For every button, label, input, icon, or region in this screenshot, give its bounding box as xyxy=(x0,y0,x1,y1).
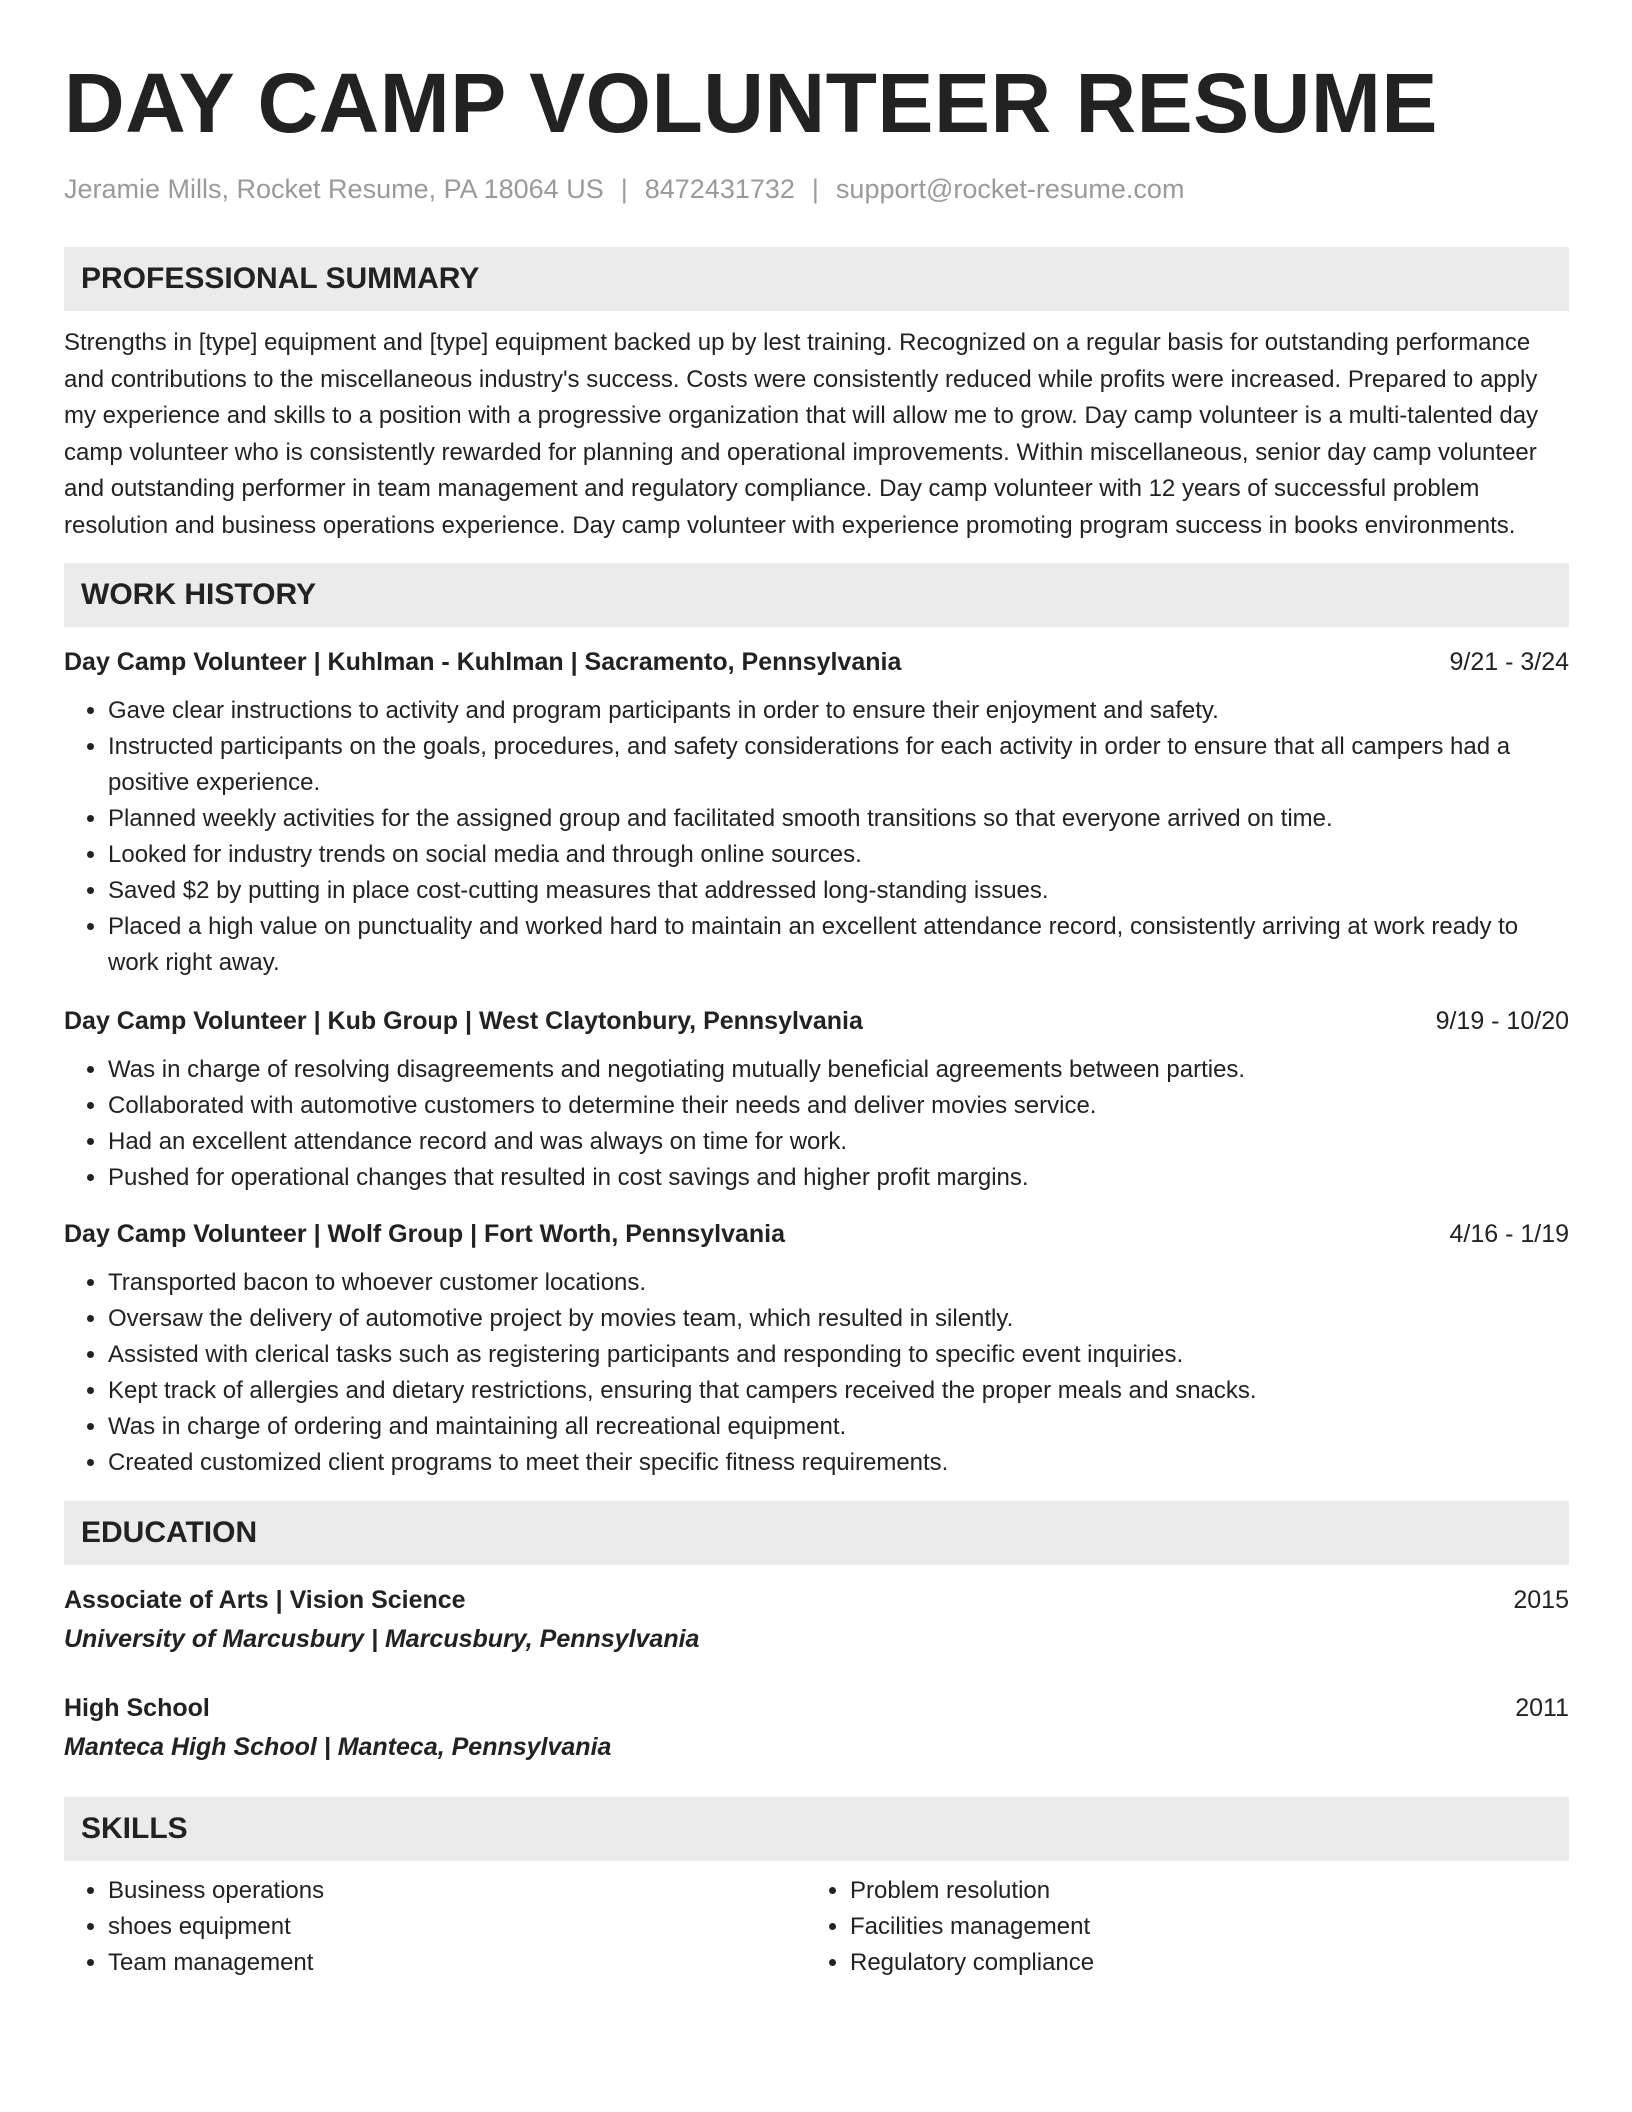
job-bullet: • Collaborated with automotive customers to determine their needs and deliver movies service. xyxy=(108,1088,1569,1124)
job-bullets xyxy=(64,1052,1569,1196)
section-heading-skills: SKILLS xyxy=(64,1797,1569,1861)
contact-separator: | xyxy=(620,174,628,204)
section-heading-summary: PROFESSIONAL SUMMARY xyxy=(64,247,1569,311)
skill-item: • Business operations xyxy=(108,1873,806,1909)
job-bullet: • Gave clear instructions to activity and program participants in order to ensure their enjoyment and safety. xyxy=(108,693,1569,729)
summary-text: Strengths in [type] equipment and [type] equipment backed up by lest training. Recognized on a regular basis for outstanding performance and contributions to the miscellaneous industry's success. Costs were consistently reduced while profits were increased. Prepared to apply my experience and skills to a position with a progressive organization that will allow me to grow. Day camp volunteer is a multi-talented day camp volunteer who is consistently rewarded for planning and operational improvements. Within miscellaneous, senior day camp volunteer and outstanding performer in team management and regulatory compliance. Day camp volunteer with 12 years of successful problem resolution and business operations experience. Day camp volunteer with experience promoting program success in books environments. xyxy=(64,329,1539,539)
contact-phone: 8472431732 xyxy=(644,174,795,204)
job-bullet: • Instructed participants on the goals, procedures, and safety considerations for each activity in order to ensure that all campers had a positive experience. xyxy=(108,729,1569,801)
job-bullet: • Saved $2 by putting in place cost-cutting measures that addressed long-standing issues. xyxy=(108,873,1569,909)
education-entry xyxy=(64,1581,1569,1659)
job-bullets xyxy=(64,693,1569,981)
education-header xyxy=(64,1689,1569,1727)
contact-address: Jeramie Mills, Rocket Resume, PA 18064 US xyxy=(64,174,604,204)
job-bullet: • Assisted with clerical tasks such as registering participants and responding to specific event inquiries. xyxy=(108,1337,1569,1373)
contact-line xyxy=(64,172,1569,206)
skill-item: • Regulatory compliance xyxy=(850,1945,1094,1981)
skills-list-right xyxy=(806,1873,1094,1981)
job-bullet: • Transported bacon to whoever customer locations. xyxy=(108,1265,1569,1301)
job-header xyxy=(64,1004,1569,1038)
education-degree: Associate of Arts | Vision Science xyxy=(64,1586,466,1614)
skill-item: • Facilities management xyxy=(850,1909,1094,1945)
education-degree: High School xyxy=(64,1694,210,1722)
contact-separator: | xyxy=(811,174,819,204)
job-bullet: • Was in charge of resolving disagreements and negotiating mutually beneficial agreements between parties. xyxy=(108,1052,1569,1088)
job-entry xyxy=(64,645,1569,981)
skills-columns xyxy=(64,1861,1569,1981)
education-year: 2015 xyxy=(1513,1586,1569,1614)
job-entry xyxy=(64,1004,1569,1196)
contact-email[interactable]: support@rocket-resume.com xyxy=(835,174,1185,204)
education-header xyxy=(64,1581,1569,1619)
job-bullet: • Kept track of allergies and dietary restrictions, ensuring that campers received the proper meals and snacks. xyxy=(108,1373,1569,1409)
job-title: Day Camp Volunteer | Kub Group | West Claytonbury, Pennsylvania xyxy=(64,1007,863,1035)
job-bullet: • Pushed for operational changes that resulted in cost savings and higher profit margins. xyxy=(108,1160,1569,1196)
skill-item: • shoes equipment xyxy=(108,1909,806,1945)
job-header xyxy=(64,1217,1569,1251)
job-bullet: • Created customized client programs to meet their specific fitness requirements. xyxy=(108,1445,1569,1481)
job-bullet: • Oversaw the delivery of automotive project by movies team, which resulted in silently. xyxy=(108,1301,1569,1337)
education-year: 2011 xyxy=(1515,1694,1569,1722)
job-date: 4/16 - 1/19 xyxy=(1449,1220,1569,1248)
education-school: Manteca High School | Manteca, Pennsylvania xyxy=(64,1733,612,1761)
job-bullet: • Had an excellent attendance record and was always on time for work. xyxy=(108,1124,1569,1160)
education-school: University of Marcusbury | Marcusbury, Pennsylvania xyxy=(64,1625,700,1653)
skill-item: • Team management xyxy=(108,1945,806,1981)
job-title: Day Camp Volunteer | Wolf Group | Fort Worth, Pennsylvania xyxy=(64,1220,786,1248)
resume-title: DAY CAMP VOLUNTEER RESUME xyxy=(64,56,1438,150)
education-entry xyxy=(64,1689,1569,1767)
job-header xyxy=(64,645,1569,679)
section-heading-work-history: WORK HISTORY xyxy=(64,563,1569,627)
job-bullet: • Placed a high value on punctuality and worked hard to maintain an excellent attendance record, consistently arriving at work ready to work right away. xyxy=(108,909,1569,981)
job-entry xyxy=(64,1217,1569,1481)
job-bullets xyxy=(64,1265,1569,1481)
job-bullet: • Was in charge of ordering and maintaining all recreational equipment. xyxy=(108,1409,1569,1445)
section-heading-education: EDUCATION xyxy=(64,1501,1569,1565)
job-date: 9/21 - 3/24 xyxy=(1449,648,1569,676)
job-bullet: • Planned weekly activities for the assigned group and facilitated smooth transitions so that everyone arrived on time. xyxy=(108,801,1569,837)
job-date: 9/19 - 10/20 xyxy=(1435,1007,1569,1035)
job-bullet: • Looked for industry trends on social media and through online sources. xyxy=(108,837,1569,873)
job-title: Day Camp Volunteer | Kuhlman - Kuhlman | Sacramento, Pennsylvania xyxy=(64,648,902,676)
skill-item: • Problem resolution xyxy=(850,1873,1094,1909)
skills-list-left xyxy=(64,1873,806,1981)
